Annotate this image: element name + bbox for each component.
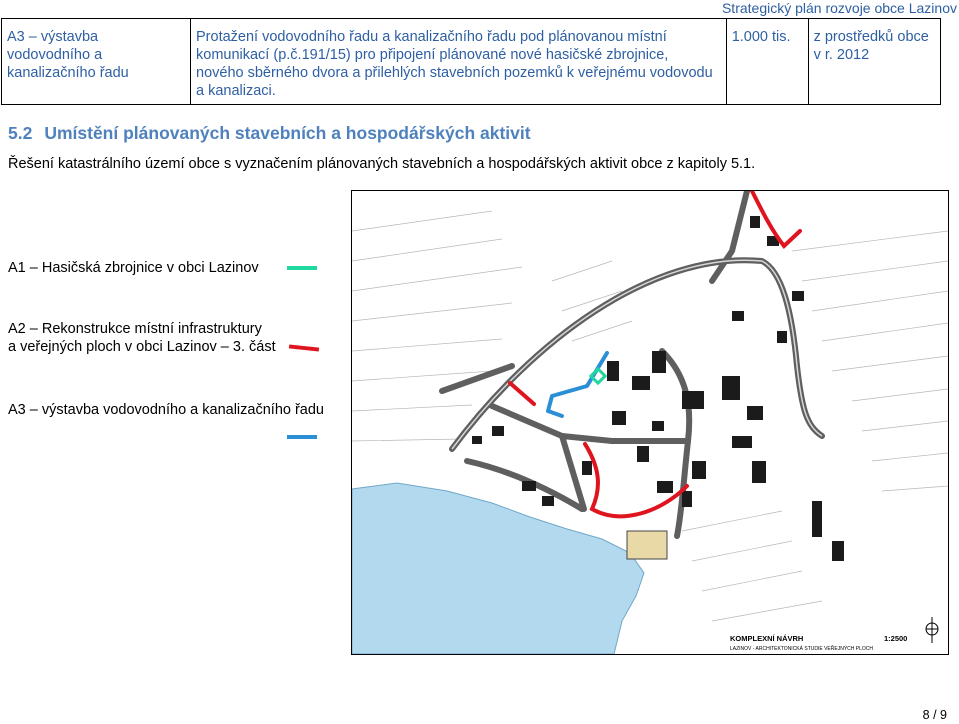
buildings <box>472 216 844 561</box>
project-funding-cell <box>808 19 940 105</box>
legend-swatch-a3 <box>287 435 317 439</box>
legend-label: A1 – Hasičská zbrojnice v obci Lazinov <box>8 260 259 276</box>
project-funding-line: v r. 2012 <box>813 47 870 63</box>
site-plan-map <box>351 190 949 655</box>
map-scale: 1:2500 <box>884 634 908 643</box>
legend-item-a3 <box>8 401 324 419</box>
section-intro: Řešení katastrálního území obce s vyznačením plánovaných stavebních a hospodářských aktivit obce z kapitoly 5.1. <box>8 156 756 172</box>
map-title-block <box>726 631 916 652</box>
legend-label: A3 – výstavba vodovodního a kanalizačního řadu <box>8 402 324 418</box>
project-code-cell <box>2 19 191 105</box>
site-plan-drawing <box>352 191 948 654</box>
project-description-line: a kanalizaci. <box>196 83 276 99</box>
legend-label: a veřejných ploch v obci Lazinov – 3. část <box>8 339 276 355</box>
section-number: 5.2 <box>8 123 33 143</box>
project-row <box>2 19 941 105</box>
legend-swatch-a1 <box>287 266 317 270</box>
map-title: KOMPLEXNÍ NÁVRH <box>730 634 804 643</box>
project-code-line: A3 – výstavba <box>7 29 99 45</box>
project-description-line: Protažení vodovodního řadu a kanalizačního řadu pod plánovanou místní <box>196 29 667 45</box>
running-header: Strategický plán rozvoje obce Lazinov <box>721 0 957 16</box>
map-subtitle: LAZINOV - ARCHITEKTONICKÁ STUDIE VEŘEJNÝCH PLOCH <box>730 646 873 652</box>
project-description-line: komunikací (p.č.191/15) pro připojení plánované nové hasičské zbrojnice, <box>196 47 669 63</box>
legend-label: A2 – Rekonstrukce místní infrastruktury <box>8 321 262 337</box>
page-number: 8 / 9 <box>922 708 947 722</box>
north-arrow-icon <box>926 617 938 643</box>
lake <box>352 483 644 654</box>
project-code-line: kanalizačního řadu <box>7 65 129 81</box>
project-description-line: nového sběrného dvora a přilehlých stavebních pozemků k veřejnému vodovodu <box>196 65 713 81</box>
project-code-line: vodovodního a <box>7 47 103 63</box>
legend-item-a2 <box>8 320 276 356</box>
section-title: Umístění plánovaných stavebních a hospodářských aktivit <box>44 123 531 143</box>
legend-swatch-a2 <box>289 344 319 351</box>
village-square <box>627 531 667 559</box>
project-cost-cell <box>726 19 808 105</box>
legend-item-a1 <box>8 259 259 277</box>
project-cost: 1.000 tis. <box>731 29 791 45</box>
project-funding-line: z prostředků obce <box>813 29 929 45</box>
project-table <box>1 18 941 105</box>
project-description-cell <box>191 19 727 105</box>
section-heading <box>8 123 531 144</box>
roads <box>442 191 822 536</box>
